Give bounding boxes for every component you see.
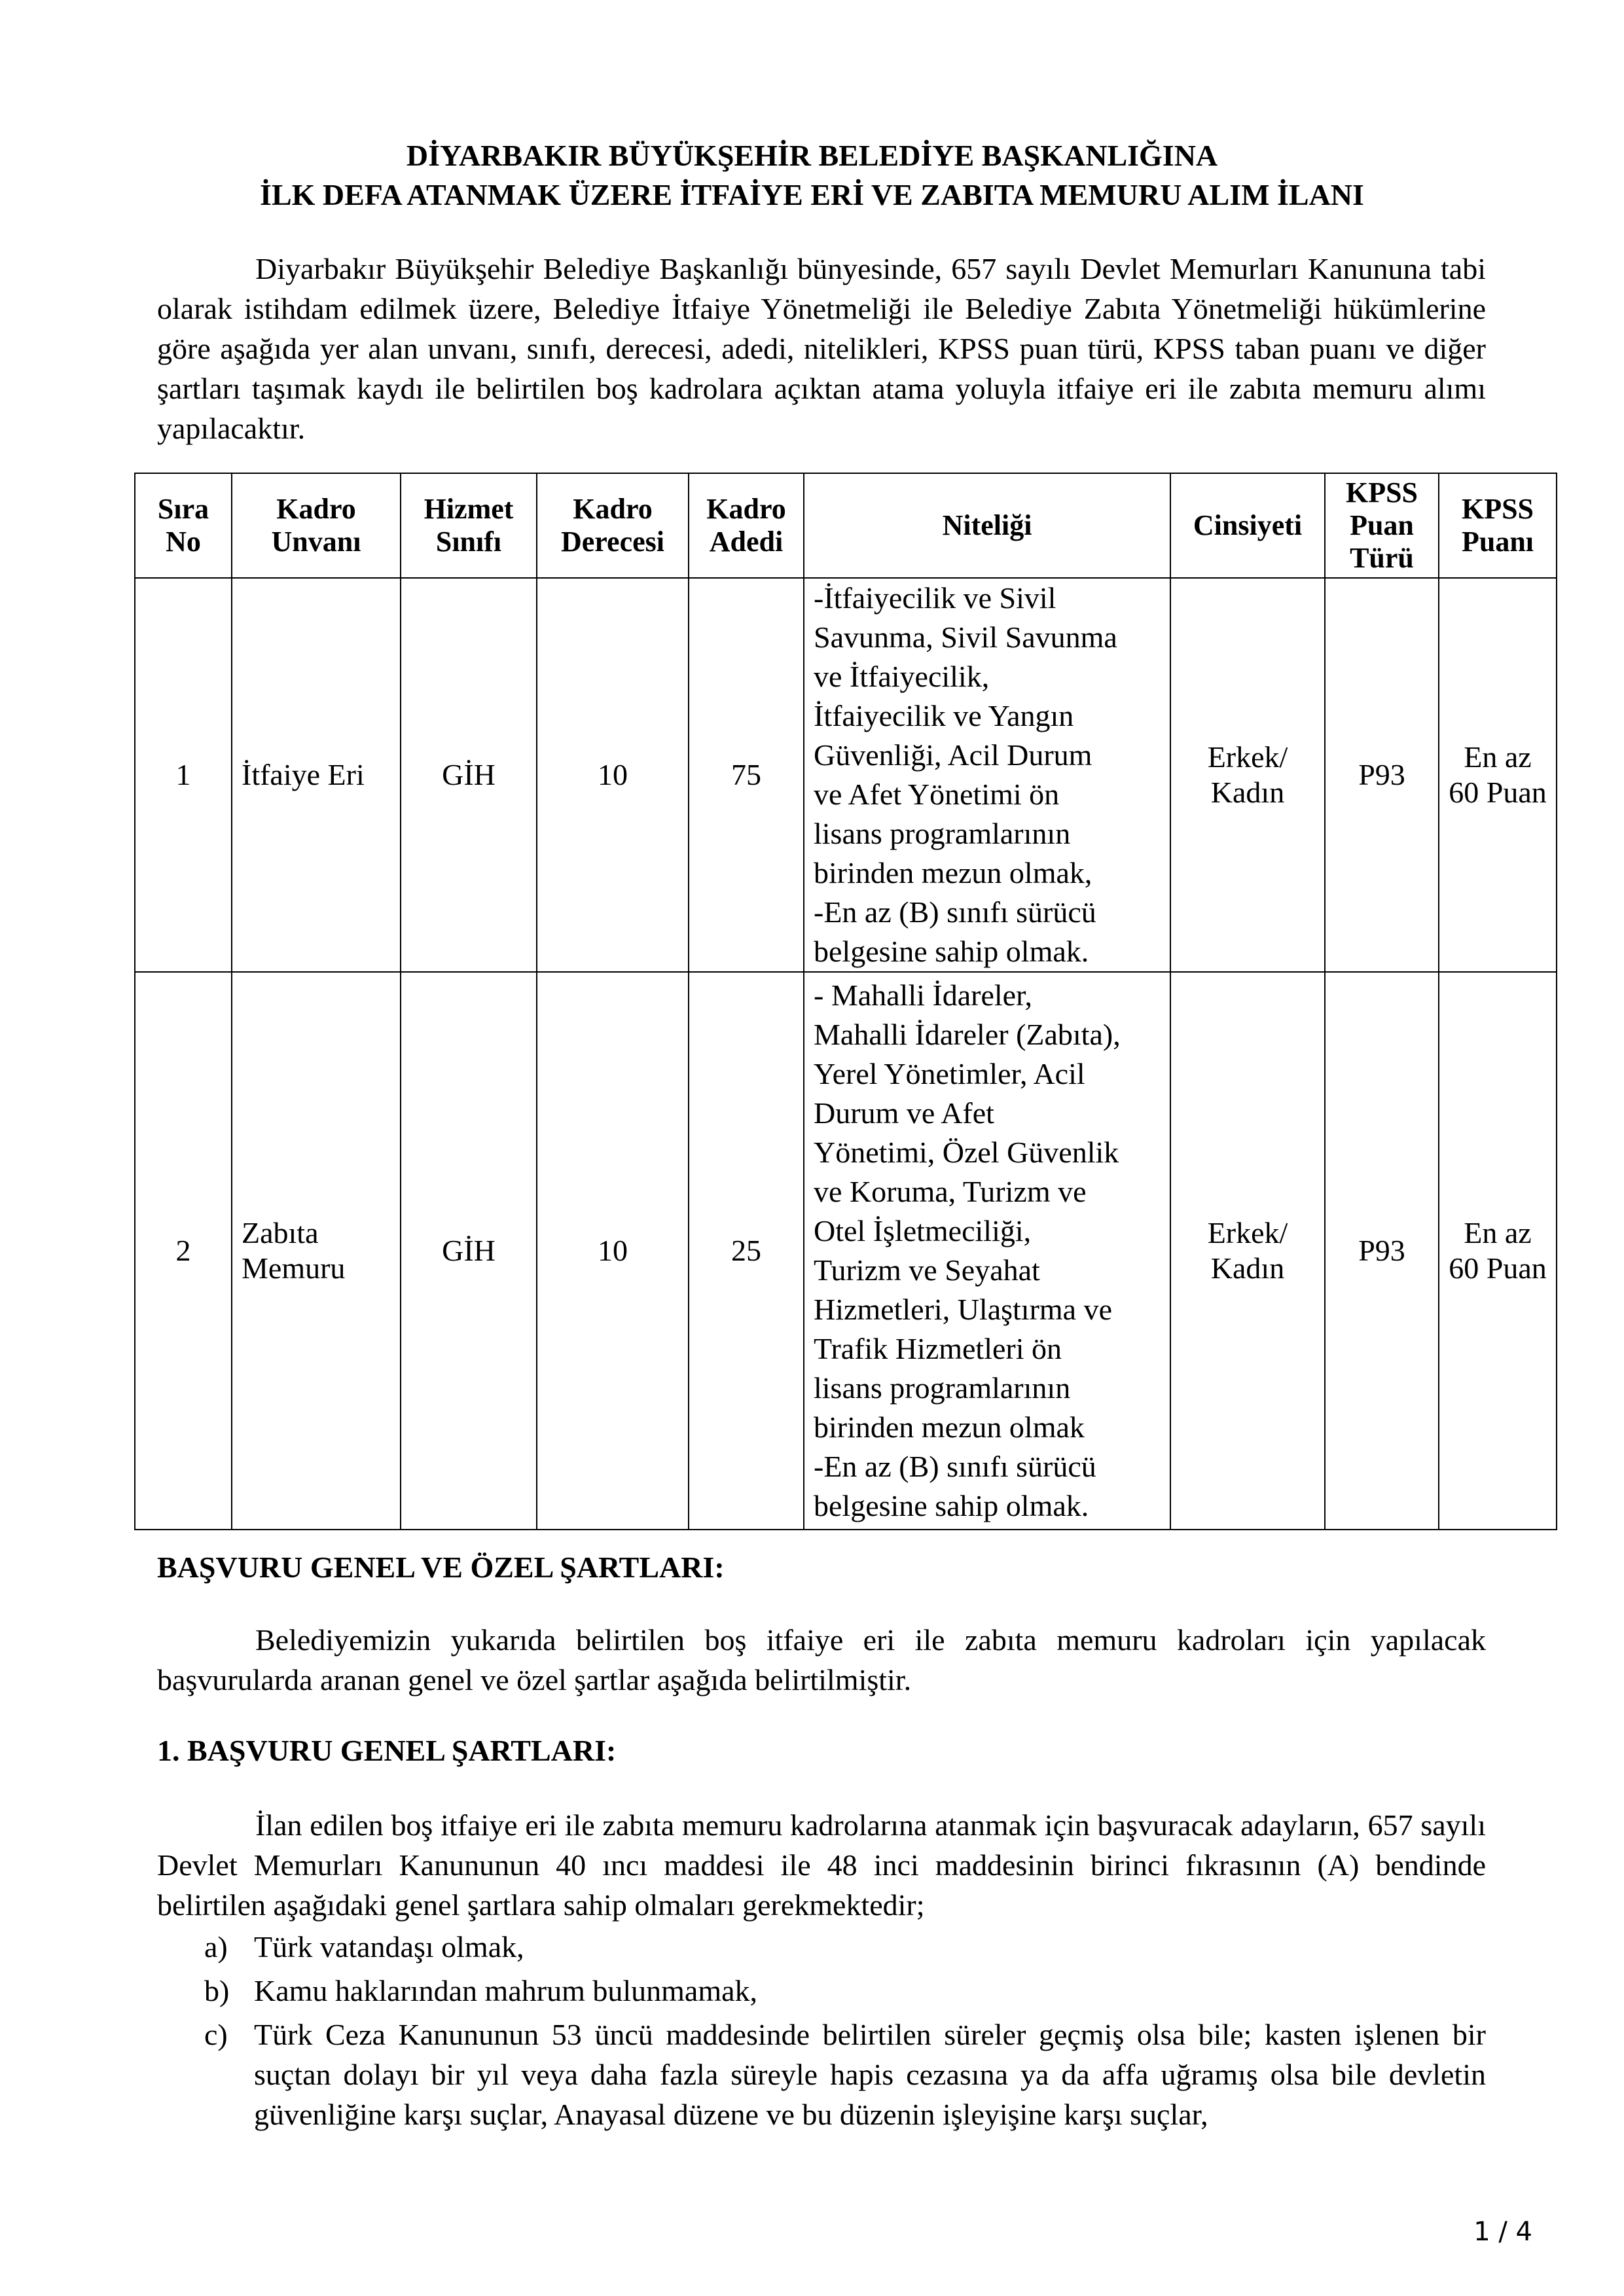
list-item	[157, 2015, 1486, 2134]
nitelik-line: ve İtfaiyecilik,	[814, 660, 990, 693]
cell-cinsiyet: Erkek/ Kadın	[1170, 578, 1325, 972]
list-marker: a)	[204, 1930, 228, 1964]
nitelik-line: -İtfaiyecilik ve Sivil	[814, 581, 1056, 615]
nitelik-line: Yönetimi, Özel Güvenlik	[814, 1136, 1119, 1169]
cell-nitelik	[804, 578, 1170, 972]
cell-derece: 10	[537, 578, 689, 972]
page-number: 1 / 4	[1473, 2217, 1532, 2247]
cell-unvan: Zabıta Memuru	[232, 972, 401, 1530]
nitelik-line: belgesine sahip olmak.	[814, 1489, 1089, 1522]
intro-paragraph: Diyarbakır Büyükşehir Belediye Başkanlığı bünyesinde, 657 sayılı Devlet Memurları Kanununa tabi olarak istihdam edilmek üzere, Belediye İtfaiye Yönetmeliği ile Belediye Zabıta Yönetmeliği hükümlerine göre aşağıda yer alan unvanı, sınıfı, derecesi, adedi, nitelikleri, KPSS puan türü, KPSS taban puanı ve diğer şartları taşımak kaydı ile belirtilen boş kadrolara açıktan atama yoluyla itfaiye eri ile zabıta memuru alımı yapılacaktır.	[157, 252, 1486, 445]
nitelik-line: birinden mezun olmak	[814, 1410, 1085, 1444]
requirements-list	[157, 1927, 1486, 2138]
nitelik-line: Hizmetleri, Ulaştırma ve	[814, 1293, 1113, 1326]
header-sira: Sıra No	[135, 473, 232, 578]
nitelik-line: lisans programlarının	[814, 1371, 1071, 1405]
kadro-table	[134, 473, 1557, 1530]
nitelik-line: Turizm ve Seyahat	[814, 1253, 1040, 1287]
nitelik-line: İtfaiyecilik ve Yangın	[814, 699, 1074, 732]
nitelik-line: ve Koruma, Turizm ve	[814, 1175, 1087, 1208]
header-derece: Kadro Derecesi	[537, 473, 689, 578]
page-title-line2: İLK DEFA ATANMAK ÜZERE İTFAİYE ERİ VE ZABITA MEMURU ALIM İLANI	[260, 178, 1364, 211]
cell-sira: 2	[135, 972, 232, 1530]
header-nitelik: Niteliği	[804, 473, 1170, 578]
nitelik-line: -En az (B) sınıfı sürücü	[814, 895, 1096, 929]
nitelik-line: - Mahalli İdareler,	[814, 978, 1033, 1012]
section1-paragraph: Belediyemizin yukarıda belirtilen boş itfaiye eri ile zabıta memuru kadroları için yapılacak başvurularda aranan genel ve özel şartlar aşağıda belirtilmiştir.	[157, 1623, 1486, 1696]
cell-adet: 25	[689, 972, 804, 1530]
nitelik-line: Mahalli İdareler (Zabıta),	[814, 1018, 1121, 1051]
table-row	[135, 578, 1557, 972]
nitelik-line: Trafik Hizmetleri ön	[814, 1332, 1062, 1365]
list-item-text: Türk vatandaşı olmak,	[254, 1930, 524, 1964]
nitelik-line: birinden mezun olmak,	[814, 856, 1092, 889]
header-cinsiyet: Cinsiyeti	[1170, 473, 1325, 578]
section-heading-general: 1. BAŞVURU GENEL ŞARTLARI:	[157, 1734, 617, 1767]
nitelik-line: Otel İşletmeciliği,	[814, 1214, 1032, 1247]
cell-puan: En az 60 Puan	[1439, 578, 1557, 972]
cell-unvan: İtfaiye Eri	[232, 578, 401, 972]
table-header-row	[135, 473, 1557, 578]
header-sinif: Hizmet Sınıfı	[401, 473, 537, 578]
cell-puan: En az 60 Puan	[1439, 972, 1557, 1530]
nitelik-line: Durum ve Afet	[814, 1096, 994, 1130]
nitelik-line: ve Afet Yönetimi ön	[814, 778, 1060, 811]
header-puan-turu: KPSS Puan Türü	[1325, 473, 1439, 578]
header-adet: Kadro Adedi	[689, 473, 804, 578]
cell-sinif: GİH	[401, 972, 537, 1530]
cell-derece: 10	[537, 972, 689, 1530]
list-marker: b)	[204, 1974, 230, 2007]
cell-sira: 1	[135, 578, 232, 972]
nitelik-line: belgesine sahip olmak.	[814, 935, 1089, 968]
list-marker: c)	[204, 2018, 228, 2051]
list-item	[157, 1927, 1486, 1967]
nitelik-line: -En az (B) sınıfı sürücü	[814, 1450, 1096, 1483]
list-item-text: Türk Ceza Kanununun 53 üncü maddesinde belirtilen süreler geçmiş olsa bile; kasten işlenen bir suçtan dolayı bir yıl veya daha fazla süreyle hapis cezasına ya da affa uğramış olsa bile devletin güvenliğine karşı suçlar, Anayasal düzene ve bu düzenin işleyişine karşı suçlar,	[254, 2018, 1486, 2131]
section2-paragraph: İlan edilen boş itfaiye eri ile zabıta memuru kadrolarına atanmak için başvuracak adayların, 657 sayılı Devlet Memurları Kanununun 40 ıncı maddesi ile 48 inci maddesinin birinci fıkrasının (A) bendinde belirtilen aşağıdaki genel şartlara sahip olmaları gerekmektedir;	[157, 1808, 1486, 1922]
nitelik-line: Yerel Yönetimler, Acil	[814, 1057, 1085, 1090]
nitelik-line: Savunma, Sivil Savunma	[814, 620, 1117, 654]
cell-sinif: GİH	[401, 578, 537, 972]
header-puan: KPSS Puanı	[1439, 473, 1557, 578]
list-item-text: Kamu haklarından mahrum bulunmamak,	[254, 1974, 758, 2007]
section-heading-general-special: BAŞVURU GENEL VE ÖZEL ŞARTLARI:	[157, 1551, 725, 1584]
cell-puan-turu: P93	[1325, 972, 1439, 1530]
nitelik-line: Güvenliği, Acil Durum	[814, 738, 1092, 772]
nitelik-line: lisans programlarının	[814, 817, 1071, 850]
cell-cinsiyet: Erkek/ Kadın	[1170, 972, 1325, 1530]
list-item	[157, 1971, 1486, 2011]
cell-nitelik	[804, 972, 1170, 1530]
cell-puan-turu: P93	[1325, 578, 1439, 972]
table-row	[135, 972, 1557, 1530]
header-unvan: Kadro Unvanı	[232, 473, 401, 578]
page-title-line1: DİYARBAKIR BÜYÜKŞEHİR BELEDİYE BAŞKANLIĞINA	[406, 139, 1218, 172]
cell-adet: 75	[689, 578, 804, 972]
